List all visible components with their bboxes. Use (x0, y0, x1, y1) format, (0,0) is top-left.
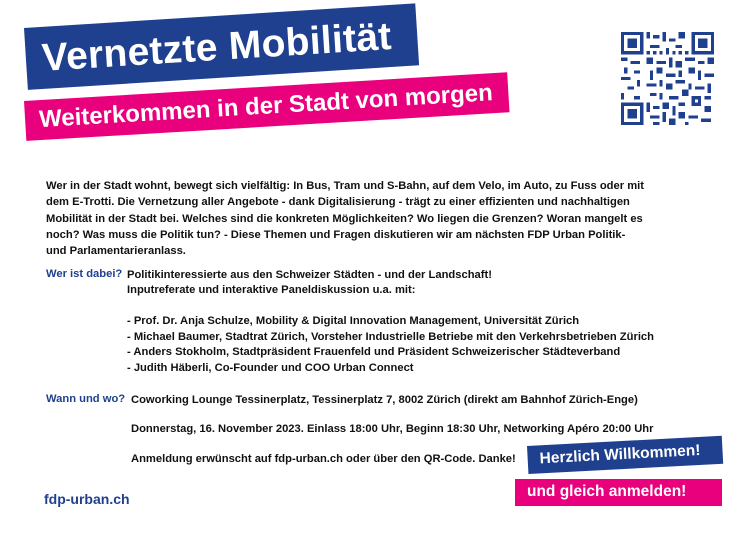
who-line-1: Politikinteressierte aus den Schweizer Städten - und der Landschaft! (127, 269, 492, 281)
signup-text: und gleich anmelden! (527, 483, 687, 500)
when-label: Wann und wo? (46, 393, 126, 405)
website-link[interactable]: fdp-urban.ch (44, 491, 130, 507)
signup-banner[interactable] (515, 479, 722, 506)
page-title: Vernetzte Mobilität (40, 14, 393, 80)
page-subtitle: Weiterkommen in der Stadt von morgen (38, 79, 494, 134)
speaker-item: - Judith Häberli, Co-Founder und COO Urban Connect (127, 361, 414, 374)
who-label: Wer ist dabei? (46, 268, 123, 280)
speaker-item: - Prof. Dr. Anja Schulze, Mobility & Digital Innovation Management, Universität Zürich (127, 315, 580, 327)
qr-code-icon[interactable] (621, 32, 714, 125)
welcome-banner (527, 436, 723, 474)
event-datetime: Donnerstag, 16. November 2023. Einlass 18:00 Uhr, Beginn 18:30 Uhr, Networking Apéro 20:00 Uhr (131, 423, 654, 435)
speaker-list (127, 314, 654, 376)
welcome-text: Herzlich Willkommen! (539, 441, 701, 468)
event-location: Coworking Lounge Tessinerplatz, Tessinerplatz 7, 8002 Zürich (direkt am Bahnhof Zürich-Enge) (131, 394, 638, 406)
title-banner (24, 3, 419, 89)
speaker-item: - Anders Stokholm, Stadtpräsident Frauenfeld und Präsident Schweizerischer Städteverband (127, 346, 621, 359)
who-line-2: Inputreferate und interaktive Paneldiskussion u.a. mit: (127, 284, 416, 296)
registration-note: Anmeldung erwünscht auf fdp-urban.ch oder über den QR-Code. Danke! (131, 453, 516, 465)
speaker-item: - Michael Baumer, Stadtrat Zürich, Vorsteher Industrielle Betriebe mit den Verkehrsbetrieben Zürich (127, 330, 654, 343)
intro-text: Wer in der Stadt wohnt, bewegt sich vielfältig: In Bus, Tram und S-Bahn, auf dem Velo, im Auto, zu Fuss oder mit dem E-Trotti. Die Vernetzung aller Angebote - dank Digitalisierung - trägt zu einer effizienten und nachhaltigen Mobilität in der Stadt bei. Welches sind die konkreten Möglichkeiten? Wo liegen die Grenzen? Woran mangelt es noch? Was muss die Politik tun? - Diese Themen und Fragen diskutieren wir am nächsten FDP Urban Politik- und Parlamentarieranlass. (46, 180, 644, 258)
